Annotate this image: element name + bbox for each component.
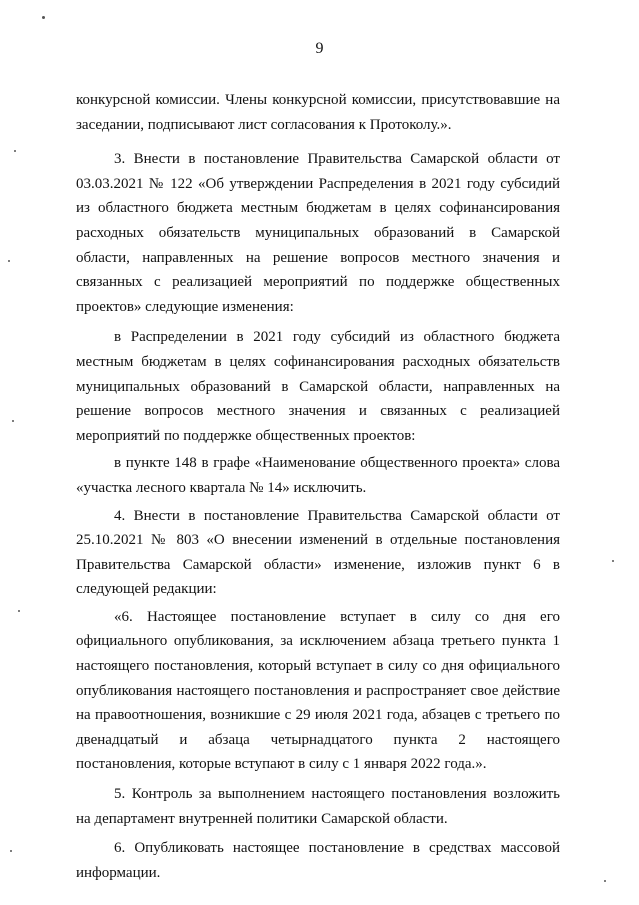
scan-speck <box>12 420 14 422</box>
paragraph-point-148: в пункте 148 в графе «Наименование общественного проекта» слова «участка лесного квартала № 14» исключить. <box>76 455 560 496</box>
scan-speck <box>612 560 614 562</box>
paragraph-item-3: 3. Внести в постановление Правительства Самарской области от 03.03.2021 № 122 «Об утверждении Распределения в 2021 году субсидий из областного бюджета местным бюджетам в целях софинансирования расходных обязательств муниципальных образований в Самарской области, направленных на решение вопросов местного значения и связанных с реализацией мероприятий по поддержке общественных проектов» следующие изменения: <box>76 151 560 315</box>
paragraph-distribution: в Распределении в 2021 году субсидий из областного бюджета местным бюджетам в целях софинансирования расходных обязательств муниципальных образований в Самарской области, направленных на решение вопросов местного значения и связанных с реализацией мероприятий по поддержке общественных проектов: <box>76 329 560 444</box>
paragraph-item-6-quote: «6. Настоящее постановление вступает в силу со дня его официального опубликования, за исключением абзаца третьего пункта 1 настоящего постановления, который вступает в силу со дня официального опубликования настоящего постановления и распространяет свое действие на правоотношения, возникшие с 29 июля 2021 года, абзацев с третьего по двенадцатый и абзаца четырнадцатого пункта 2 настоящего постановления, которые вступают в силу с 1 января 2022 года.». <box>76 608 560 773</box>
paragraph-commission-closing: конкурсной комиссии. Члены конкурсной комиссии, присутствовавшие на заседании, подписывают лист согласования к Протоколу.». <box>76 92 560 133</box>
paragraph-item-4: 4. Внести в постановление Правительства Самарской области от 25.10.2021 № 803 «О внесении изменений в отдельные постановления Правительства Самарской области» изменение, изложив пункт 6 в следующей редакции: <box>76 507 560 598</box>
scan-speck <box>604 880 606 882</box>
page-number: 9 <box>315 40 324 57</box>
paragraph-item-6: 6. Опубликовать настоящее постановление в средствах массовой информации. <box>76 840 560 881</box>
scan-speck <box>10 850 12 852</box>
scan-speck <box>8 260 10 262</box>
scan-speck <box>18 610 20 612</box>
scan-speck <box>42 16 45 19</box>
scan-speck <box>14 150 16 152</box>
paragraph-item-5: 5. Контроль за выполнением настоящего постановления возложить на департамент внутренней политики Самарской области. <box>76 786 560 827</box>
document-body <box>76 88 560 885</box>
